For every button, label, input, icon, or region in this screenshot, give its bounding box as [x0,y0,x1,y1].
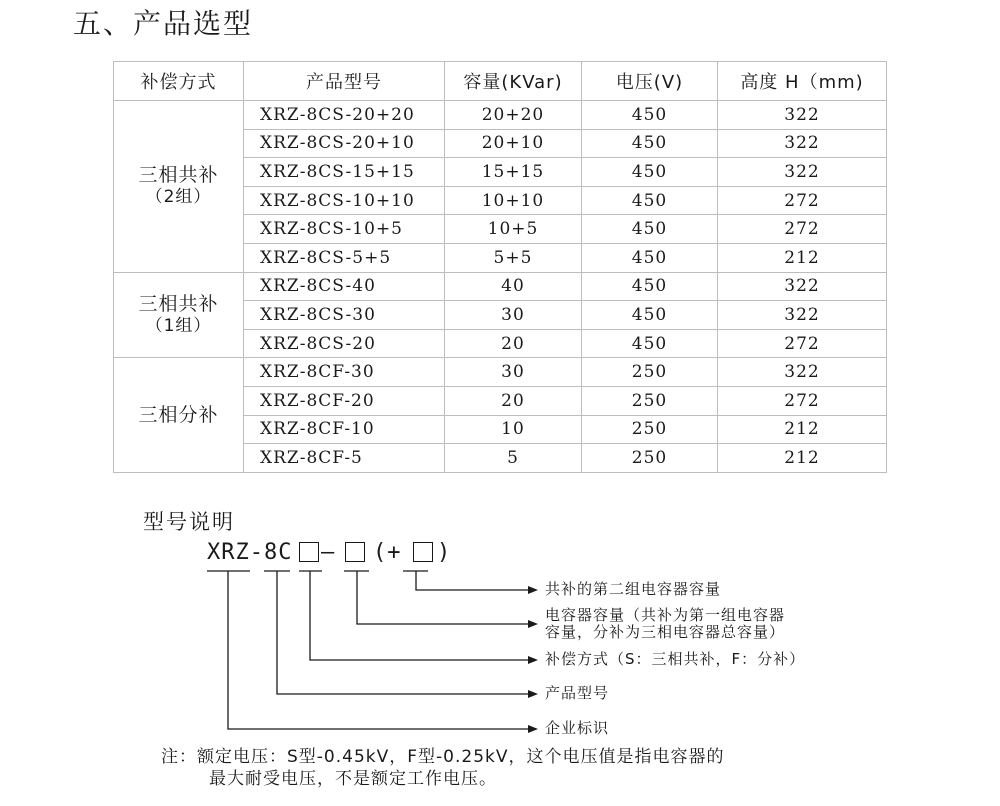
height-cell: 212 [718,243,887,272]
height-cell: 212 [718,444,887,473]
model-cell: XRZ-8CF-10 [244,415,445,444]
compensation-mode-name: 三相共补 [138,292,219,315]
capacity-cell: 15+15 [445,158,582,187]
arrow-second-capacity [528,586,538,594]
height-cell: 272 [718,215,887,244]
model-cell: XRZ-8CF-30 [244,358,445,387]
height-cell: 272 [718,186,887,215]
voltage-cell: 450 [582,215,718,244]
compensation-mode-name: 三相分补 [138,404,219,427]
voltage-cell: 250 [582,386,718,415]
capacity-cell: 20 [445,386,582,415]
voltage-cell: 450 [582,129,718,158]
capacity-cell: 30 [445,301,582,330]
explanation-second-capacity: 共补的第二组电容器容量 [545,580,722,598]
section-title: 五、产品选型 [73,7,254,40]
compensation-mode-group-count: （2组） [145,187,212,208]
model-cell: XRZ-8CS-20 [244,329,445,358]
rated-voltage-note [161,746,725,790]
code-dash: — [321,540,336,565]
voltage-cell: 450 [582,158,718,187]
capacity-cell: 10+10 [445,186,582,215]
model-cell: XRZ-8CS-30 [244,301,445,330]
connector-capacity [357,571,528,624]
compensation-mode-group-count: （1组） [145,315,212,336]
capacity-cell: 20 [445,329,582,358]
height-cell: 272 [718,386,887,415]
header-capacity: 容量(KVar) [445,62,582,101]
arrow-enterprise [528,725,538,733]
voltage-cell: 450 [582,186,718,215]
model-cell: XRZ-8CS-10+5 [244,215,445,244]
height-cell: 322 [718,358,887,387]
capacity-cell: 40 [445,272,582,301]
arrow-capacity [528,620,538,628]
code-prefix: XRZ-8C [207,540,293,565]
arrow-mode [528,656,538,664]
capacity-cell: 5+5 [445,243,582,272]
height-cell: 212 [718,415,887,444]
model-cell: XRZ-8CS-20+10 [244,129,445,158]
capacity-cell: 5 [445,444,582,473]
explanation-capacity-line1: 电容器容量（共补为第一组电容器 [545,606,786,624]
height-cell: 322 [718,101,887,130]
connector-mode [310,571,528,660]
voltage-cell: 450 [582,101,718,130]
connector-enterprise [228,571,528,729]
model-cell: XRZ-8CS-40 [244,272,445,301]
explanation-mode: 补偿方式（S：三相共补，F：分补） [545,650,806,668]
height-cell: 322 [718,301,887,330]
voltage-cell: 450 [582,272,718,301]
header-voltage: 电压(V) [582,62,718,101]
voltage-cell: 250 [582,358,718,387]
capacity-cell: 30 [445,358,582,387]
header-compensation-mode: 补偿方式 [114,62,244,101]
model-cell: XRZ-8CF-20 [244,386,445,415]
compensation-mode-name: 三相共补 [138,164,219,187]
connector-second-capacity [416,571,528,590]
note-line-2: 最大耐受电压，不是额定工作电压。 [209,769,497,789]
capacity-cell: 10 [445,415,582,444]
model-explanation-title: 型号说明 [143,510,235,534]
height-cell: 322 [718,272,887,301]
explanation-product-type: 产品型号 [545,684,610,702]
capacity-cell: 20+10 [445,129,582,158]
height-cell: 322 [718,129,887,158]
capacity-cell: 20+20 [445,101,582,130]
model-cell: XRZ-8CS-10+10 [244,186,445,215]
voltage-cell: 250 [582,415,718,444]
code-paren-open: (+ [373,540,402,565]
code-paren-close: ) [437,540,452,565]
height-cell: 272 [718,329,887,358]
voltage-cell: 450 [582,329,718,358]
explanation-capacity-line2: 容量，分补为三相电容器总容量） [545,623,786,641]
explanation-enterprise: 企业标识 [545,719,610,737]
header-model: 产品型号 [244,62,445,101]
voltage-cell: 450 [582,301,718,330]
model-cell: XRZ-8CS-15+15 [244,158,445,187]
voltage-cell: 450 [582,243,718,272]
note-line-1: 注：额定电压：S型-0.45kV，F型-0.25kV，这个电压值是指电容器的 [161,747,725,767]
arrow-product-type [528,690,538,698]
header-height: 高度 H（mm) [718,62,887,101]
height-cell: 322 [718,158,887,187]
model-cell: XRZ-8CS-5+5 [244,243,445,272]
capacity-cell: 10+5 [445,215,582,244]
model-cell: XRZ-8CF-5 [244,444,445,473]
model-cell: XRZ-8CS-20+20 [244,101,445,130]
voltage-cell: 250 [582,444,718,473]
